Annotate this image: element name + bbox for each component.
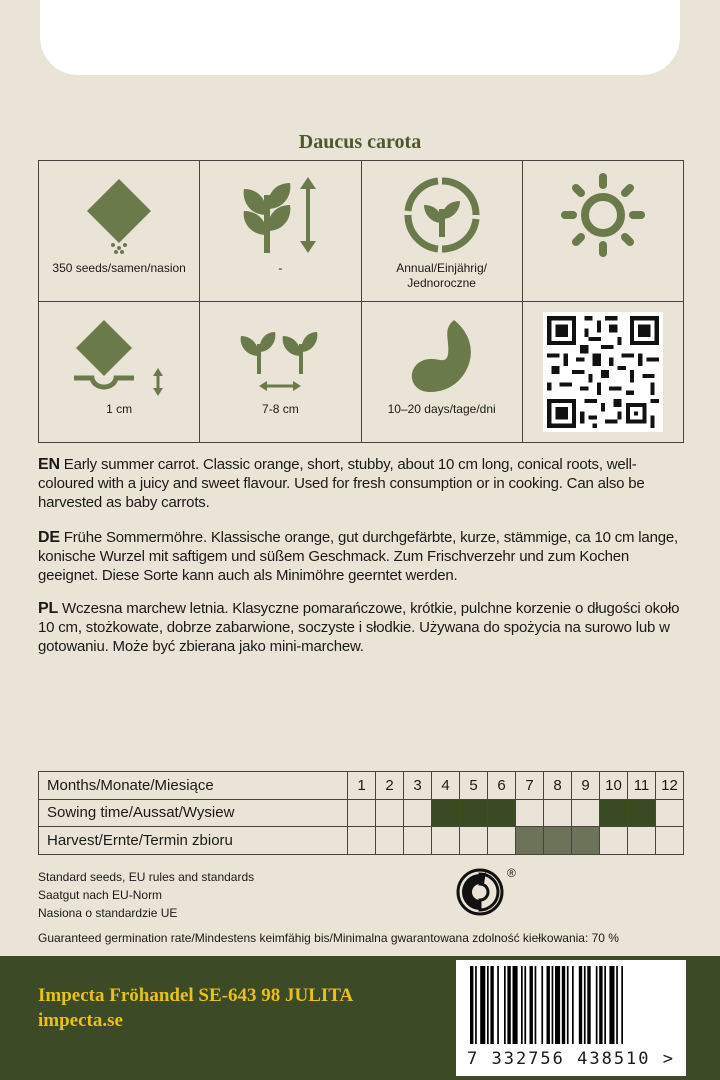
sowing-month-cell [656, 799, 684, 827]
barcode-bar [490, 966, 493, 1044]
lifecycle-cell [361, 161, 522, 302]
description-de [38, 528, 688, 585]
barcode-bar [507, 966, 510, 1044]
barcode-bar [524, 966, 526, 1044]
description-de-text: Frühe Sommermöhre. Klassische orange, gut durchgefärbte, kurze, stämmige, ca 10 cm lange, konische Wurzel mit saftigem und süßem Geschmack. Zum Frischverzehr und zum Kochen geeignet. Diese Sorte kann auch als Minimöhre geerntet werden. [38, 529, 678, 584]
month-cell: 12 [656, 772, 684, 800]
germination-cell [361, 302, 522, 443]
annual-cycle-icon [402, 175, 482, 255]
month-cell: 2 [376, 772, 404, 800]
month-cell: 7 [516, 772, 544, 800]
month-cell: 8 [544, 772, 572, 800]
barcode-bar [521, 966, 523, 1044]
barcode-bar [535, 966, 537, 1044]
barcode-number: 7 332756 438510 > [467, 1049, 675, 1069]
barcode-bar [599, 966, 602, 1044]
barcode-bar [596, 966, 598, 1044]
germination-rate: Guaranteed germination rate/Mindestens keimfähig bis/Minimalna gwarantowana zdolność kiełkowania: 70 % [38, 931, 619, 945]
sun-cell [522, 161, 683, 302]
qr-code-icon[interactable] [543, 312, 663, 432]
height-cell [200, 161, 361, 302]
harvest-label: Harvest/Ernte/Termin zbioru [39, 827, 348, 855]
barcode-bar [552, 966, 554, 1044]
seed-count-label: 350 seeds/samen/nasion [52, 261, 186, 275]
standards-line: Saatgut nach EU-Norm [38, 888, 163, 902]
company-address: Impecta Fröhandel SE-643 98 JULITA [38, 985, 354, 1006]
barcode-bar [587, 966, 590, 1044]
barcode-bar [579, 966, 582, 1044]
germinating-seed-icon [402, 314, 482, 398]
barcode [456, 960, 686, 1076]
barcode-bar [541, 966, 543, 1044]
barcode-bars-icon [456, 960, 686, 1050]
barcode-bar [475, 966, 477, 1044]
harvest-row [39, 827, 684, 855]
standards-line: Nasiona o standardzie UE [38, 906, 178, 920]
sowing-month-cell [488, 799, 516, 827]
harvest-month-cell [460, 827, 488, 855]
full-sun-icon [561, 173, 645, 257]
barcode-bar [555, 966, 560, 1044]
sowing-calendar [38, 771, 684, 855]
seed-packet-icon [79, 175, 159, 255]
barcode-bar [572, 966, 574, 1044]
description-pl [38, 599, 688, 656]
barcode-bar [470, 966, 473, 1044]
spacing-label: 7-8 cm [262, 402, 299, 416]
sowing-month-cell [348, 799, 376, 827]
latin-name: Daucus carota [298, 131, 422, 153]
sowing-month-cell [544, 799, 572, 827]
standards-note [38, 868, 254, 922]
month-cell: 1 [348, 772, 376, 800]
hanger-notch [40, 0, 680, 75]
description-en-text: Early summer carrot. Classic orange, short, stubby, about 10 cm long, conical roots, well-coloured with a juicy and sweet flavour. Used for fresh consumption or in cooking. Can also be harvested as baby carrots. [38, 456, 645, 511]
standards-line: Standard seeds, EU rules and standards [38, 870, 255, 884]
germination-label: 10–20 days/tage/dni [387, 402, 496, 416]
plant-height-icon [238, 175, 322, 255]
sowing-month-cell [432, 799, 460, 827]
month-cell: 5 [460, 772, 488, 800]
harvest-month-cell [572, 827, 600, 855]
month-cell: 9 [572, 772, 600, 800]
harvest-month-cell [516, 827, 544, 855]
barcode-bar [584, 966, 586, 1044]
lang-code-de: DE [38, 529, 60, 546]
lang-code-pl: PL [38, 600, 59, 617]
barcode-bar [567, 966, 569, 1044]
harvest-month-cell [376, 827, 404, 855]
lifecycle-label: Annual/Einjährig/ Jednoroczne [396, 261, 487, 290]
qr-cell [522, 302, 683, 443]
company-website[interactable]: impecta.se [38, 1010, 123, 1031]
green-dot-recycle-icon [456, 868, 504, 916]
barcode-bar [487, 966, 489, 1044]
barcode-bar [480, 966, 485, 1044]
description-en [38, 455, 688, 512]
barcode-bar [616, 966, 618, 1044]
description-pl-text: Wczesna marchew letnia. Klasyczne pomarańczowe, krótkie, pulchne korzenie o długości około 10 cm, stożkowate, dobrze zabarwione, soczyste i słodkie. Używana do spożycia na surowo lub w gotowaniu. Może być zbierana jako mini-marchew. [38, 600, 680, 655]
height-label: - [278, 261, 283, 275]
sowing-depth-icon [64, 316, 174, 396]
harvest-month-cell [600, 827, 628, 855]
sowing-month-cell [376, 799, 404, 827]
barcode-bar [504, 966, 506, 1044]
sowing-month-cell [460, 799, 488, 827]
sowing-month-cell [628, 799, 656, 827]
month-cell: 4 [432, 772, 460, 800]
sowing-row [39, 799, 684, 827]
month-cell: 11 [628, 772, 656, 800]
barcode-bar [562, 966, 565, 1044]
sowing-month-cell [572, 799, 600, 827]
barcode-bar [497, 966, 499, 1044]
months-row [39, 772, 684, 800]
icon-grid [38, 160, 684, 443]
depth-label: 1 cm [106, 402, 133, 416]
sowing-label: Sowing time/Aussat/Wysiew [39, 799, 348, 827]
lang-code-en: EN [38, 456, 60, 473]
month-cell: 6 [488, 772, 516, 800]
barcode-bar [609, 966, 614, 1044]
seed-count-cell [39, 161, 200, 302]
barcode-bar [547, 966, 550, 1044]
registered-mark: ® [507, 866, 516, 880]
sowing-month-cell [600, 799, 628, 827]
harvest-month-cell [544, 827, 572, 855]
sowing-month-cell [404, 799, 432, 827]
harvest-month-cell [656, 827, 684, 855]
month-cell: 3 [404, 772, 432, 800]
harvest-month-cell [628, 827, 656, 855]
harvest-month-cell [348, 827, 376, 855]
harvest-month-cell [432, 827, 460, 855]
sowing-month-cell [516, 799, 544, 827]
depth-cell [39, 302, 200, 443]
barcode-bar [530, 966, 533, 1044]
month-cell: 10 [600, 772, 628, 800]
spacing-cell [200, 302, 361, 443]
months-label: Months/Monate/Miesiące [39, 772, 348, 800]
barcode-bar [513, 966, 518, 1044]
plant-spacing-icon [235, 316, 325, 396]
barcode-bar [604, 966, 606, 1044]
barcode-bar [621, 966, 623, 1044]
harvest-month-cell [404, 827, 432, 855]
harvest-month-cell [488, 827, 516, 855]
